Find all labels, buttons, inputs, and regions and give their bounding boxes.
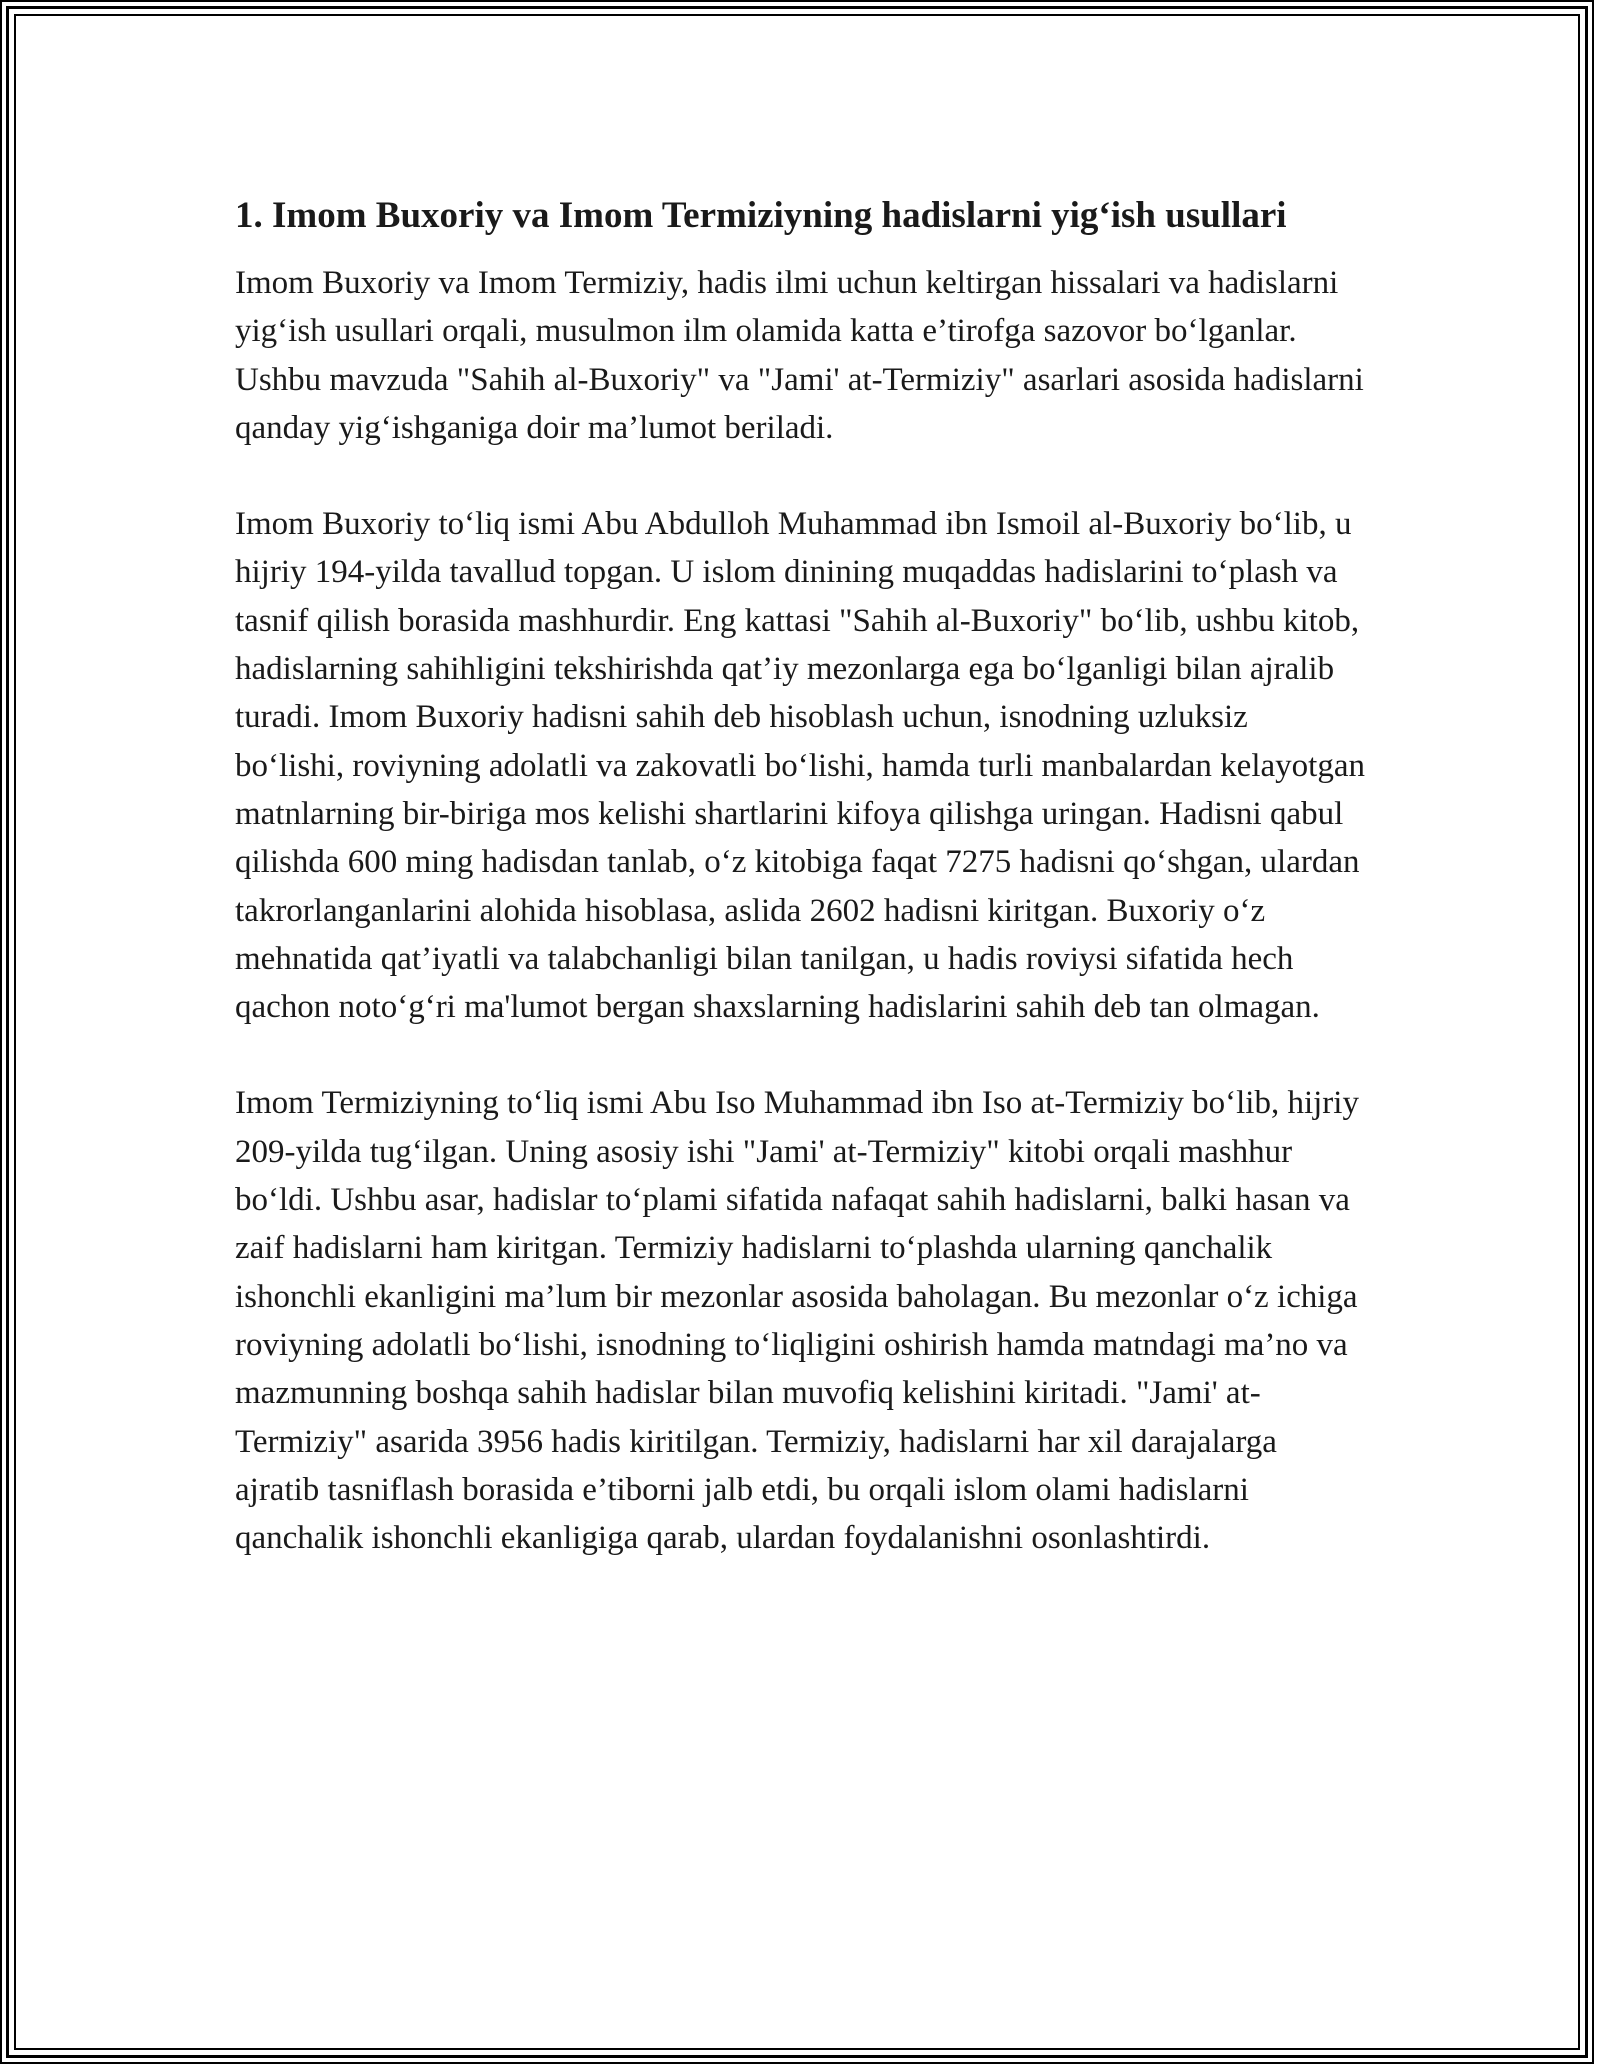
document-body — [235, 188, 1365, 1610]
paragraph-intro: Imom Buxoriy va Imom Termiziy, hadis ilmi uchun keltirgan hissalari va hadislarni yig‘ish usullari orqali, musulmon ilm olamida katta e’tirofga sazovor bo‘lganlar. Ushbu mavzuda "Sahih al-Buxoriy" va "Jami' at-Termiziy" asarlari asosida hadislarni qanday yig‘ishganiga doir ma’lumot beriladi. — [235, 265, 1364, 446]
paragraph-buxoriy: Imom Buxoriy to‘liq ismi Abu Abdulloh Muhammad ibn Ismoil al-Buxoriy bo‘lib, u hijriy 194-yilda tavallud topgan. U islom dinining muqaddas hadislarini to‘plash va tasnif qilish borasida mashhurdir. Eng kattasi "Sahih al-Buxoriy" bo‘lib, ushbu kitob, hadislarning sahihligini tekshirishda qat’iy mezonlarga ega bo‘lganligi bilan ajralib turadi. Imom Buxoriy hadisni sahih deb hisoblash uchun, isnodning uzluksiz bo‘lishi, roviyning adolatli va zakovatli bo‘lishi, hamda turli manbalardan kelayotgan matnlarning bir-biriga mos kelishi shartlarini kifoya qilishga uringan. Hadisni qabul qilishda 600 ming hadisdan tanlab, o‘z kitobiga faqat 7275 hadisni qo‘shgan, ulardan takrorlanganlarini alohida hisoblasa, aslida 2602 hadisni kiritgan. Buxoriy o‘z mehnatida qat’iyatli va talabchanligi bilan tanilgan, u hadis roviysi sifatida hech qachon noto‘g‘ri ma'lumot bergan shaxslarning hadislarini sahih deb tan olmagan. — [235, 506, 1365, 1026]
section-heading: 1. Imom Buxoriy va Imom Termiziyning hadislarni yig‘ish usullari — [235, 195, 1287, 236]
paragraph-termiziy: Imom Termiziyning to‘liq ismi Abu Iso Muhammad ibn Iso at-Termiziy bo‘lib, hijriy 209-yilda tug‘ilgan. Uning asosiy ishi "Jami' at-Termiziy" kitobi orqali mashhur bo‘ldi. Ushbu asar, hadislar to‘plami sifatida nafaqat sahih hadislarni, balki hasan va zaif hadislarni ham kiritgan. Termiziy hadislarni to‘plashda ularning qanchalik ishonchli ekanligini ma’lum bir mezonlar asosida baholagan. Bu mezonlar o‘z ichiga roviyning adolatli bo‘lishi, isnodning to‘liqligini oshirish hamda matndagi ma’no va mazmunning boshqa sahih hadislar bilan muvofiq kelishini kiritadi. "Jami' at-Termiziy" asarida 3956 hadis kiritilgan. Termiziy, hadislarni har xil darajalarga ajratib tasniflash borasida e’tiborni jalb etdi, bu orqali islom olami hadislarni qanchalik ishonchli ekanligiga qarab, ulardan foydalanishni osonlashtirdi. — [235, 1085, 1359, 1557]
